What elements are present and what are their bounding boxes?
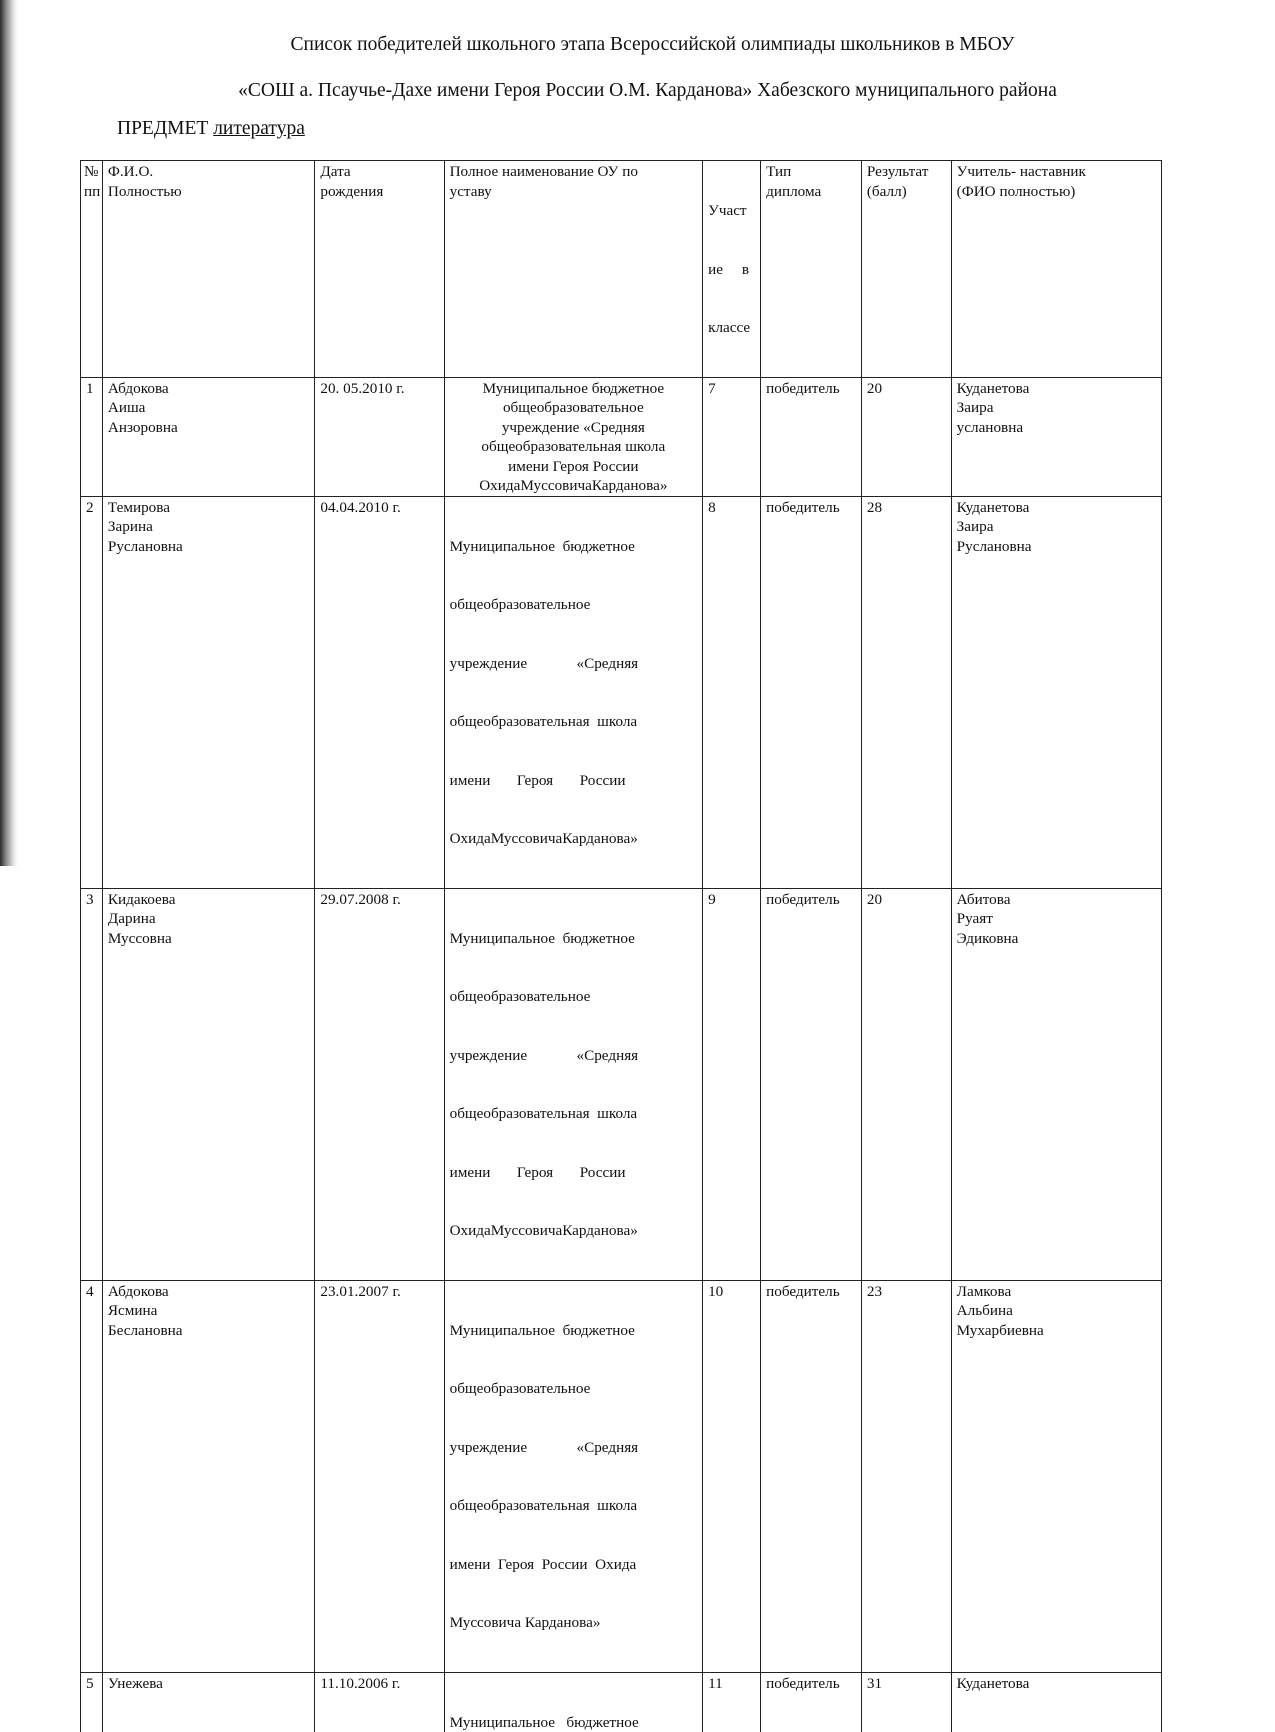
school-line: ОхидаМуссовичаКарданова»	[450, 476, 697, 496]
school-line: учреждение «Средняя	[450, 654, 697, 674]
header-num-line: пп	[84, 182, 100, 202]
teacher-line: Абитова	[957, 890, 1156, 910]
teacher-line: Руслановна	[957, 537, 1156, 557]
cell-fio	[102, 377, 314, 496]
cell-grade: 11	[703, 1672, 761, 1732]
cell-teacher	[951, 496, 1161, 888]
school-line: Муссовича Карданова»	[450, 1613, 697, 1633]
school-line: общеобразовательная школа	[450, 437, 697, 457]
school-line: Муниципальное бюджетное	[450, 537, 697, 557]
school-line: общеобразовательное	[450, 398, 697, 418]
header-grade-line: Участ	[708, 201, 755, 221]
subject-label: ПРЕДМЕТ	[117, 118, 208, 139]
header-result-line: (балл)	[867, 182, 946, 202]
cell-grade: 8	[703, 496, 761, 888]
school-line: общеобразовательная школа	[450, 712, 697, 732]
fio-line: Абдокова	[108, 379, 309, 399]
cell-fio	[102, 496, 314, 888]
header-result-line: Результат	[867, 162, 946, 182]
cell-teacher	[951, 888, 1161, 1280]
school-line: общеобразовательное	[450, 595, 697, 615]
cell-teacher	[951, 377, 1161, 496]
table-header-row	[81, 161, 1162, 378]
cell-result: 20	[861, 888, 951, 1280]
cell-school	[444, 888, 702, 1280]
fio-line: Анзоровна	[108, 418, 309, 438]
school-line: Муниципальное бюджетное	[450, 929, 697, 949]
subject-value: литература	[213, 118, 305, 139]
cell-school	[444, 1672, 702, 1732]
header-grade	[703, 161, 761, 378]
header-grade-line: классе	[708, 318, 755, 338]
teacher-line: Эдиковна	[957, 929, 1156, 949]
header-fio	[102, 161, 314, 378]
school-line: ОхидаМуссовичаКарданова»	[450, 1221, 697, 1241]
fio-line: Аиша	[108, 398, 309, 418]
page-edge-shadow	[0, 0, 18, 866]
header-teacher-line: Учитель- наставник	[957, 162, 1156, 182]
header-diploma-line: Тип	[766, 162, 856, 182]
fio-line: Дарина	[108, 909, 309, 929]
teacher-line: Заира	[957, 398, 1156, 418]
teacher-line: Куданетова	[957, 379, 1156, 399]
cell-dob: 11.10.2006 г.	[315, 1672, 444, 1732]
header-fio-line: Ф.И.О.	[108, 162, 309, 182]
cell-dob: 23.01.2007 г.	[315, 1280, 444, 1672]
cell-result: 23	[861, 1280, 951, 1672]
header-school-line: уставу	[450, 182, 697, 202]
teacher-line: Альбина	[957, 1301, 1156, 1321]
cell-school	[444, 1280, 702, 1672]
cell-grade: 10	[703, 1280, 761, 1672]
cell-diploma: победитель	[761, 496, 862, 888]
cell-grade: 7	[703, 377, 761, 496]
cell-result: 31	[861, 1672, 951, 1732]
teacher-line: Мухарбиевна	[957, 1321, 1156, 1341]
document-title-line-1: Список победителей школьного этапа Всероссийской олимпиады школьников в МБОУ	[0, 34, 1275, 56]
header-teacher	[951, 161, 1161, 378]
cell-fio	[102, 1280, 314, 1672]
school-line: общеобразовательное	[450, 1379, 697, 1399]
header-diploma	[761, 161, 862, 378]
teacher-line: Ламкова	[957, 1282, 1156, 1302]
cell-num: 2	[81, 496, 103, 888]
fio-line: Абдокова	[108, 1282, 309, 1302]
table-row	[81, 496, 1162, 888]
header-dob	[315, 161, 444, 378]
teacher-line: услановна	[957, 418, 1156, 438]
cell-grade: 9	[703, 888, 761, 1280]
cell-school	[444, 496, 702, 888]
table-row	[81, 888, 1162, 1280]
cell-school	[444, 377, 702, 496]
table-row	[81, 377, 1162, 496]
cell-teacher	[951, 1280, 1161, 1672]
header-num	[81, 161, 103, 378]
teacher-line: Куданетова	[957, 498, 1156, 518]
school-line: имени Героя России Охида	[450, 1555, 697, 1575]
subject-line	[117, 118, 305, 140]
header-grade-line: ие в	[708, 260, 755, 280]
cell-diploma: победитель	[761, 377, 862, 496]
school-line: учреждение «Средняя	[450, 1046, 697, 1066]
school-line: общеобразовательная школа	[450, 1104, 697, 1124]
table-row	[81, 1672, 1162, 1732]
school-line: учреждение «Средняя	[450, 1438, 697, 1458]
cell-dob: 20. 05.2010 г.	[315, 377, 444, 496]
teacher-line: Куданетова	[957, 1674, 1156, 1694]
cell-fio	[102, 888, 314, 1280]
header-dob-line: Дата	[320, 162, 438, 182]
document-title-line-2: «СОШ а. Псаучье-Дахе имени Героя России О.М. Карданова» Хабезского муниципального района	[0, 80, 1275, 102]
fio-line: Ясмина	[108, 1301, 309, 1321]
header-num-line: №	[84, 162, 100, 182]
cell-diploma: победитель	[761, 888, 862, 1280]
cell-num: 5	[81, 1672, 103, 1732]
school-line: имени Героя России	[450, 771, 697, 791]
header-teacher-line: (ФИО полностью)	[957, 182, 1156, 202]
fio-line: Беслановна	[108, 1321, 309, 1341]
school-line: Муниципальное бюджетное	[450, 1713, 697, 1732]
fio-line: Зарина	[108, 517, 309, 537]
table-row	[81, 1280, 1162, 1672]
school-line: общеобразовательная школа	[450, 1496, 697, 1516]
winners-table	[80, 160, 1162, 1732]
header-school-line: Полное наименование ОУ по	[450, 162, 697, 182]
cell-dob: 29.07.2008 г.	[315, 888, 444, 1280]
school-line: общеобразовательное	[450, 987, 697, 1007]
header-diploma-line: диплома	[766, 182, 856, 202]
fio-line: Муссовна	[108, 929, 309, 949]
fio-line: Унежева	[108, 1674, 309, 1694]
header-dob-line: рождения	[320, 182, 438, 202]
fio-line: Темирова	[108, 498, 309, 518]
cell-num: 1	[81, 377, 103, 496]
header-school	[444, 161, 702, 378]
teacher-line: Руаят	[957, 909, 1156, 929]
fio-line: Руслановна	[108, 537, 309, 557]
school-line: имени Героя России	[450, 457, 697, 477]
cell-diploma: победитель	[761, 1672, 862, 1732]
school-line: ОхидаМуссовичаКарданова»	[450, 829, 697, 849]
cell-result: 20	[861, 377, 951, 496]
school-line: Муниципальное бюджетное	[450, 1321, 697, 1341]
teacher-line: Заира	[957, 517, 1156, 537]
school-line: учреждение «Средняя	[450, 418, 697, 438]
cell-num: 4	[81, 1280, 103, 1672]
fio-line: Кидакоева	[108, 890, 309, 910]
header-fio-line: Полностью	[108, 182, 309, 202]
cell-teacher	[951, 1672, 1161, 1732]
header-result	[861, 161, 951, 378]
cell-num: 3	[81, 888, 103, 1280]
school-line: Муниципальное бюджетное	[450, 379, 697, 399]
school-line: имени Героя России	[450, 1163, 697, 1183]
cell-dob: 04.04.2010 г.	[315, 496, 444, 888]
cell-diploma: победитель	[761, 1280, 862, 1672]
cell-fio	[102, 1672, 314, 1732]
cell-result: 28	[861, 496, 951, 888]
